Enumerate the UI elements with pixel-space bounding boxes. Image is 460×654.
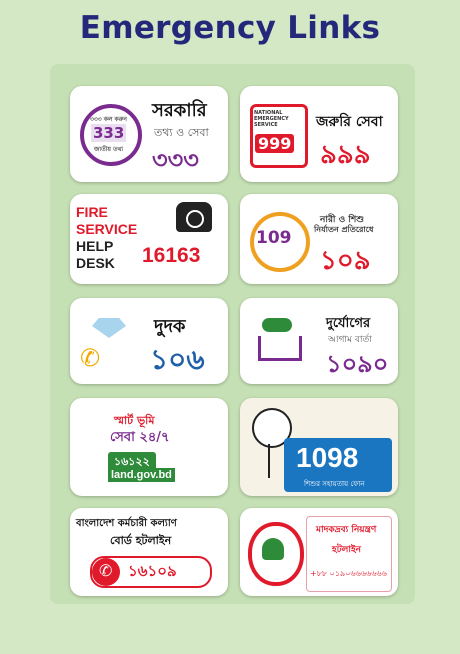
link-card-999[interactable]: NATIONAL EMERGENCY SERVICE 999 জরুরি সেবা ৯৯৯ — [240, 86, 398, 182]
card-number: ১৬১০৯ — [128, 562, 177, 580]
link-card-fire-service[interactable]: FIRE SERVICE HELP DESK 16163 — [70, 194, 228, 284]
link-card-dudok[interactable] — [70, 298, 228, 384]
card-subtitle: নির্যাতন প্রতিরোধে — [314, 225, 374, 234]
storm-cloud-icon — [262, 318, 292, 332]
card-title: দুর্যোগের — [326, 316, 371, 331]
card-title: নারী ও শিশু — [320, 215, 365, 225]
card-title: জরুরি সেবা — [316, 114, 383, 130]
card-number: +৮৮ ০১৯০৬৬৬৬৬৬৬ — [310, 569, 387, 578]
card-number: ১০৯ — [320, 246, 371, 276]
page-title: Emergency Links — [79, 10, 381, 46]
card-number: 1098 — [296, 442, 359, 473]
card-title: দুদক — [154, 316, 186, 337]
link-card-109[interactable]: 109 নারী ও শিশু নির্যাতন প্রতিরোধে ১০৯ — [240, 194, 398, 284]
card-title: সরকারি — [152, 100, 207, 121]
link-card-narcotics-control[interactable] — [240, 508, 398, 596]
links-grid — [50, 64, 415, 604]
card-number: 16163 — [142, 244, 201, 267]
card-subtitle: আগাম বার্তা — [328, 335, 372, 345]
link-card-land[interactable]: স্মার্ট ভূমি সেবা ২৪/৭ ১৬১২২ land.gov.bd — [70, 398, 228, 496]
card-number: ১০৯০ — [326, 350, 389, 378]
card-title: বাংলাদেশ কর্মচারী কল্যাণ — [76, 518, 177, 529]
phone-handset-icon: ✆ — [80, 344, 101, 372]
card-subtitle: বোর্ড হটলাইন — [110, 534, 172, 547]
link-card-1090[interactable] — [240, 298, 398, 384]
card-site: land.gov.bd — [108, 468, 175, 482]
card-number: ১০৬ — [150, 343, 205, 376]
flood-house-icon — [258, 336, 302, 361]
card-subtitle: হটলাইন — [332, 545, 362, 555]
card-number: ৯৯৯ — [320, 140, 371, 170]
link-card-1098[interactable] — [240, 398, 398, 496]
card-subtitle: তথ্য ও সেবা — [154, 126, 209, 139]
link-card-employee-welfare[interactable]: বাংলাদেশ কর্মচারী কল্যাণ বোর্ড হটলাইন ✆ ১৬১০৯ — [70, 508, 228, 596]
card-number: ৩৩৩ — [152, 146, 199, 174]
diamond-logo-icon — [92, 318, 126, 338]
card-caption: শিশুর সহায়তায় ফোন — [304, 480, 365, 488]
link-card-333[interactable]: ৩৩৩ কল করুন 333 জাতীয় তথ্য সরকারি তথ্য ও সেবা ৩৩৩ — [70, 86, 228, 182]
card-title: মাদকদ্রব্য নিয়ন্ত্রণ — [316, 525, 377, 535]
